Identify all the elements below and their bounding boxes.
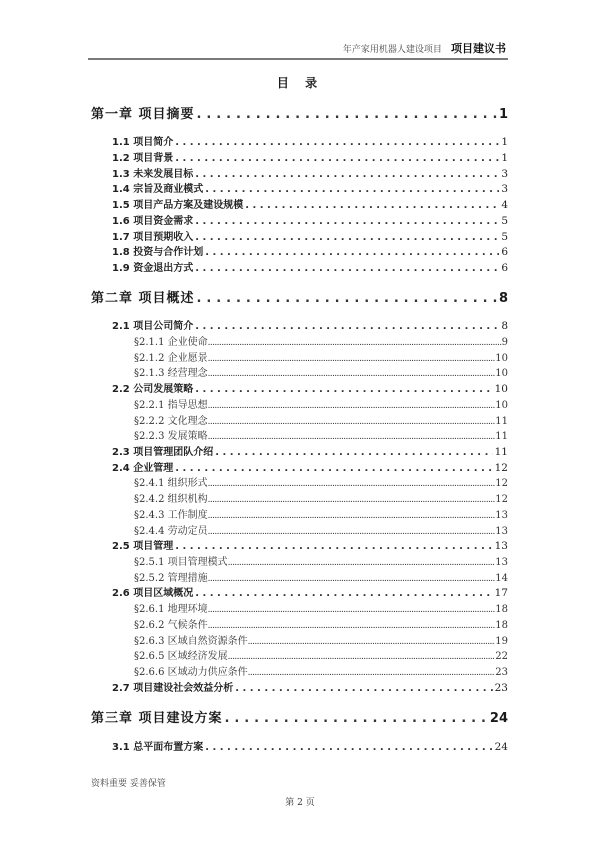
toc-page-number: 1 <box>501 152 508 164</box>
toc-entry-label: §2.4.4 劳动定员 <box>134 526 208 537</box>
toc-page-number: 10 <box>495 353 508 364</box>
toc-entry-label: 2.7 项目建设社会效益分析 <box>112 683 234 694</box>
toc-section-1-2[interactable] <box>112 149 508 164</box>
toc-entry-label: 1.2 项目背景 <box>112 153 174 164</box>
footer-note: 资料重要 妥善保管 <box>91 779 166 789</box>
toc-entry-label: §2.2.3 发展策略 <box>134 431 208 442</box>
toc-entry-label: 第一章 项目摘要 <box>91 107 195 122</box>
toc-page-number: 22 <box>495 651 508 662</box>
toc-entry-label: §2.6.5 区域经济发展 <box>134 651 228 662</box>
dot-leader <box>175 541 492 552</box>
toc-entry-label: §2.4.3 工作制度 <box>134 510 208 521</box>
toc-section-2-7[interactable] <box>112 679 508 694</box>
toc-entry-label: 1.6 项目资金需求 <box>112 216 194 227</box>
toc-page-number: 12 <box>494 462 508 474</box>
toc-page-number: 11 <box>495 431 508 442</box>
toc-section-1-3[interactable] <box>112 165 508 180</box>
toc-entry-label: 第二章 项目概述 <box>91 291 195 306</box>
toc-entry-label: 2.3 项目管理团队介绍 <box>112 447 214 458</box>
toc-page-number: 10 <box>494 383 508 395</box>
toc-subsection-2-4-2[interactable] <box>134 490 508 505</box>
toc-entry-label: 1.8 投资与合作计划 <box>112 247 204 258</box>
toc-chapter-2[interactable] <box>91 287 508 306</box>
toc-page-number: 23 <box>494 682 508 694</box>
toc-section-2-1[interactable] <box>112 317 508 332</box>
dot-leader <box>205 742 492 753</box>
dot-leader <box>208 401 496 411</box>
dot-leader <box>175 463 492 474</box>
toc-page-number: 11 <box>494 446 508 458</box>
toc-page-number: 5 <box>501 215 508 227</box>
dot-leader <box>208 621 496 631</box>
toc-subsection-2-1-2[interactable] <box>134 349 508 364</box>
dot-leader <box>208 417 496 427</box>
dot-leader <box>208 605 496 615</box>
dot-leader <box>208 354 496 364</box>
toc-entry-label: 1.5 项目产品方案及建设规模 <box>112 200 244 211</box>
header-title: 项目建议书 <box>451 42 506 55</box>
toc-chapter-1[interactable] <box>91 103 508 122</box>
toc-entry-label: §2.4.1 组织形式 <box>134 478 208 489</box>
dot-leader <box>208 479 496 489</box>
toc-section-2-4[interactable] <box>112 459 508 474</box>
toc-entry-label: §2.6.1 地理环境 <box>134 604 208 615</box>
dot-leader <box>208 432 496 442</box>
toc-entry-label: §2.1.2 企业愿景 <box>134 353 208 364</box>
toc-entry-label: §2.2.2 文化理念 <box>134 416 208 427</box>
toc-entry-label: 2.6 项目区域概况 <box>112 588 194 599</box>
dot-leader <box>195 169 499 180</box>
toc-entry-label: §2.6.6 区域动力供应条件 <box>134 667 248 678</box>
toc-page-number: 9 <box>501 337 508 348</box>
toc-page-number: 5 <box>501 231 508 243</box>
toc-subsection-2-1-1[interactable] <box>134 333 508 348</box>
toc-entry-label: 2.4 企业管理 <box>112 463 174 474</box>
dot-leader <box>245 200 499 211</box>
toc-subsection-2-2-3[interactable] <box>134 427 508 442</box>
toc-subsection-2-6-5[interactable] <box>134 647 508 662</box>
toc-page-number: 1 <box>498 107 508 122</box>
toc-section-1-6[interactable] <box>112 212 508 227</box>
toc-page-number: 24 <box>494 741 508 753</box>
toc-page-number: 3 <box>501 168 508 180</box>
toc-entry-label: 1.1 项目简介 <box>112 137 174 148</box>
toc-section-2-3[interactable] <box>112 443 508 458</box>
dot-leader <box>195 216 499 227</box>
toc-page-number: 6 <box>501 246 508 258</box>
dot-leader <box>208 511 496 521</box>
toc-subsection-2-5-1[interactable] <box>134 553 508 568</box>
toc-section-1-1[interactable] <box>112 133 508 148</box>
toc-entry-label: §2.1.1 企业使命 <box>134 337 208 348</box>
dot-leader <box>208 527 496 537</box>
toc-page-number: 12 <box>495 478 508 489</box>
dot-leader <box>195 588 492 599</box>
dot-leader <box>205 184 499 195</box>
dot-leader <box>195 384 492 395</box>
toc-page-number: 10 <box>495 368 508 379</box>
dot-leader <box>228 652 496 662</box>
toc-entry-label: 2.1 项目公司简介 <box>112 321 194 332</box>
page-header <box>88 40 508 60</box>
toc-page-number: 1 <box>501 136 508 148</box>
dot-leader <box>228 558 496 568</box>
toc-entry-label: §2.5.1 项目管理模式 <box>134 557 228 568</box>
dot-leader <box>175 137 499 148</box>
toc-section-1-8[interactable] <box>112 243 508 258</box>
dot-leader <box>175 153 499 164</box>
dot-leader <box>197 291 497 306</box>
toc-page-number: 10 <box>495 400 508 411</box>
toc-page-number: 18 <box>495 620 508 631</box>
dot-leader <box>208 338 502 348</box>
toc-subsection-2-6-1[interactable] <box>134 600 508 615</box>
toc-subsection-2-4-1[interactable] <box>134 474 508 489</box>
dot-leader <box>225 711 488 726</box>
toc-subsection-2-4-3[interactable] <box>134 506 508 521</box>
toc-entry-label: 1.7 项目预期收入 <box>112 232 194 243</box>
header-subtitle: 年产家用机器人建设项目 <box>342 45 442 55</box>
toc-subsection-2-4-4[interactable] <box>134 522 508 537</box>
toc-section-2-6[interactable] <box>112 584 508 599</box>
toc-page-number: 13 <box>495 557 508 568</box>
toc-section-1-4[interactable] <box>112 180 508 195</box>
toc-section-2-2[interactable] <box>112 380 508 395</box>
toc-page-number: 24 <box>489 711 508 726</box>
toc-subsection-2-1-3[interactable] <box>134 364 508 379</box>
toc-page-number: 11 <box>495 416 508 427</box>
toc-subsection-2-2-2[interactable] <box>134 412 508 427</box>
toc-page-number: 23 <box>495 667 508 678</box>
toc-section-1-7[interactable] <box>112 228 508 243</box>
dot-leader <box>208 574 496 584</box>
dot-leader <box>197 107 497 122</box>
toc-chapter-3[interactable] <box>91 707 508 726</box>
toc-page-number: 6 <box>501 262 508 274</box>
toc-entry-label: §2.6.3 区域自然资源条件 <box>134 636 248 647</box>
dot-leader <box>248 668 496 678</box>
toc-entry-label: 2.2 公司发展策略 <box>112 384 194 395</box>
footer-page-number: 第 2 页 <box>285 798 315 808</box>
toc-subsection-2-6-2[interactable] <box>134 616 508 631</box>
toc-page-number: 14 <box>495 573 508 584</box>
toc-subsection-2-6-6[interactable] <box>134 663 508 678</box>
toc-subsection-2-2-1[interactable] <box>134 396 508 411</box>
toc-subsection-2-5-2[interactable] <box>134 569 508 584</box>
toc-title: 目 录 <box>276 76 324 90</box>
toc-section-1-9[interactable] <box>112 259 508 274</box>
header-text <box>343 40 506 57</box>
toc-entry-label: §2.4.2 组织机构 <box>134 494 208 505</box>
toc-page-number: 18 <box>495 604 508 615</box>
dot-leader <box>208 495 496 505</box>
dot-leader <box>248 637 496 647</box>
toc-entry-label: §2.2.1 指导思想 <box>134 400 208 411</box>
dot-leader <box>195 232 499 243</box>
dot-leader <box>195 263 499 274</box>
toc-entry-label: 第三章 项目建设方案 <box>91 711 223 726</box>
toc-entry-label: 3.1 总平面布置方案 <box>112 742 204 753</box>
toc-page-number: 8 <box>501 320 508 332</box>
dot-leader <box>235 683 492 694</box>
toc-section-3-1[interactable] <box>112 738 508 753</box>
toc-page-number: 13 <box>494 540 508 552</box>
toc-entry-label: 1.9 资金退出方式 <box>112 263 194 274</box>
toc-subsection-2-6-3[interactable] <box>134 632 508 647</box>
toc-entry-label: §2.1.3 经营理念 <box>134 368 208 379</box>
toc-entry-label: 1.4 宗旨及商业模式 <box>112 184 204 195</box>
toc-entry-label: 1.3 未来发展目标 <box>112 169 194 180</box>
toc-page-number: 13 <box>495 510 508 521</box>
toc-page-number: 19 <box>495 636 508 647</box>
toc-page-number: 8 <box>498 291 508 306</box>
toc-entry-label: 2.5 项目管理 <box>112 541 174 552</box>
toc-entry-label: §2.6.2 气候条件 <box>134 620 208 631</box>
dot-leader <box>215 447 492 458</box>
toc-page-number: 17 <box>494 587 508 599</box>
toc-entry-label: §2.5.2 管理措施 <box>134 573 208 584</box>
toc-page-number: 12 <box>495 494 508 505</box>
toc-page-number: 3 <box>501 183 508 195</box>
dot-leader <box>208 369 496 379</box>
toc-page-number: 13 <box>495 526 508 537</box>
dot-leader <box>205 247 499 258</box>
toc-section-2-5[interactable] <box>112 537 508 552</box>
dot-leader <box>195 321 499 332</box>
toc-page-number: 4 <box>501 199 508 211</box>
toc-section-1-5[interactable] <box>112 196 508 211</box>
